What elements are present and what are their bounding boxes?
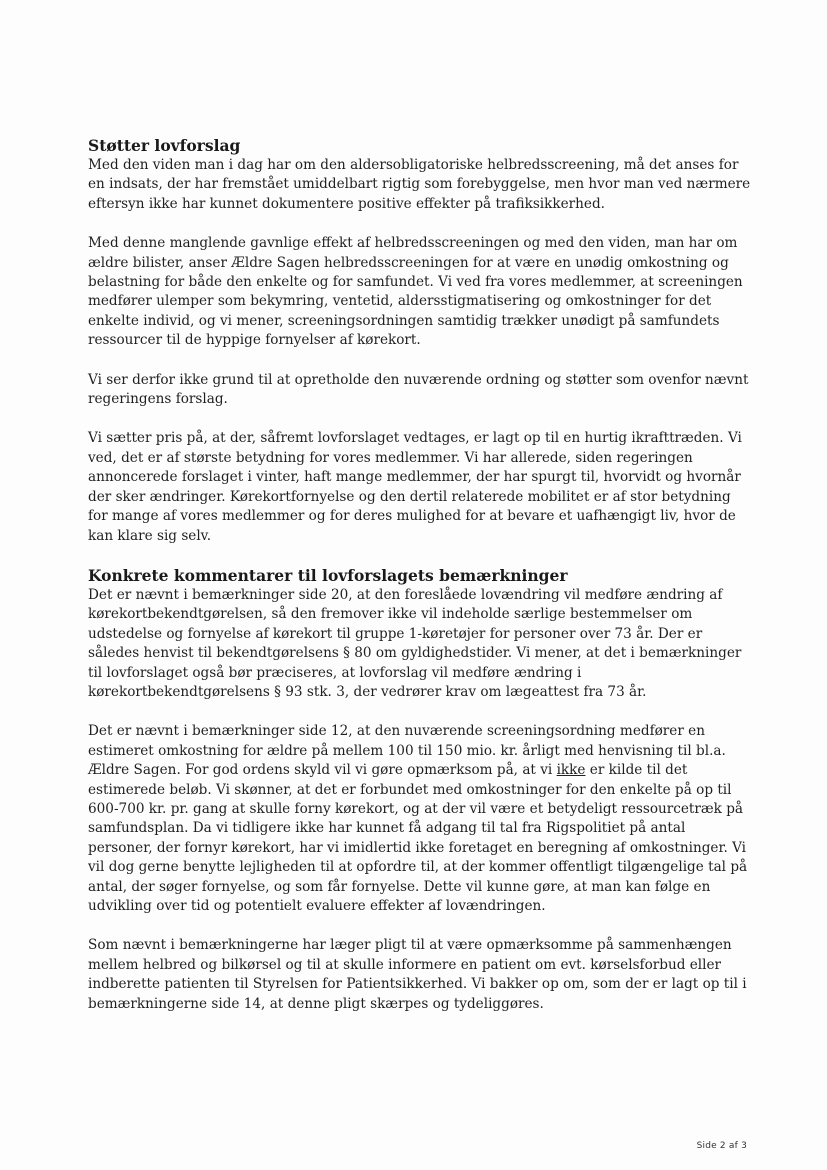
paragraph-text: er kilde til det estimerede beløb. Vi skønner, at det er forbundet med omkostninger for den enkelte på op til 600-700 kr. pr. gang at skulle forny kørekort, og at der vil være et betydeligt ressourcetræk på samfundsplan. Da vi tidligere ikke har kunnet få adgang til tal fra Rigspolitiet på antal personer, der fornyr kørekort, har vi imidlertid ikke foretaget en beregning af omkostninger. Vi vil dog gerne benytte lejligheden til at opfordre til, at der kommer offentligt tilgængelige tal på antal, der søger fornyelse, og som får fornyelse. Dette vil kunne gøre, at man kan følge en udvikling over tid og potentielt evaluere effekter af lovændringen. (88, 762, 748, 914)
paragraph-with-underline (88, 722, 754, 916)
paragraph: Som nævnt i bemærkningerne har læger pligt til at være opmærksomme på sammenhængen mellem helbred og bilkørsel og til at skulle informere en patient om evt. kørselsforbud eller indberette patienten til Styrelsen for Patientsikkerhed. Vi bakker op om, som der er lagt op til i bemærkningerne side 14, at denne pligt skærpes og tydeliggøres. (88, 937, 747, 1012)
underlined-word: ikke (556, 762, 586, 779)
paragraph: Det er nævnt i bemærkninger side 20, at den foreslåede lovændring vil medføre ændring af kørekortbekendtgørelsen, så den fremover ikke vil indeholde særlige bestemmelser om udstedelse og fornyelse af kørekort til gruppe 1-køretøjer for personer over 73 år. Der er således henvist til bekendtgørelsens § 80 om gyldighedstider. Vi mener, at det i bemærkninger til lovforslaget også bør præciseres, at lovforslag vil medføre ændring i kørekortbekendtgørelsens § 93 stk. 3, der vedrører krav om lægeattest fra 73 år. (88, 586, 742, 700)
page-number: Side 2 af 3 (696, 1141, 747, 1151)
section-heading-konkrete-kommentarer: Konkrete kommentarer til lovforslagets bemærkninger (88, 565, 568, 585)
paragraph: Med denne manglende gavnlige effekt af helbredsscreeningen og med den viden, man har om ældre bilister, anser Ældre Sagen helbredsscreeningen for at være en unødig omkostning og belastning for både den enkelte og for samfundet. Vi ved fra vores medlemmer, at screeningen medfører ulemper som bekymring, ventetid, aldersstigmatisering og omkostninger for det enkelte individ, og vi mener, screeningsordningen samtidig trækker unødigt på samfundets ressourcer til de hyppige fornyelser af kørekort. (88, 235, 743, 349)
paragraph: Vi ser derfor ikke grund til at opretholde den nuværende ordning og støtter som ovenfor nævnt regeringens forslag. (88, 371, 749, 408)
document-body (88, 136, 754, 1034)
paragraph: Med den viden man i dag har om den aldersobligatoriske helbredsscreening, må det anses for en indsats, der har fremstået umiddelbart rigtig som forebyggelse, men hvor man ved nærmere eftersyn ikke har kunnet dokumentere positive effekter på trafiksikkerhed. (88, 157, 751, 212)
paragraph: Vi sætter pris på, at der, såfremt lovforslaget vedtages, er lagt op til en hurtig ikrafttræden. Vi ved, det er af største betydning for vores medlemmer. Vi har allerede, siden regeringen annoncerede forslaget i vinter, haft mange medlemmer, der har spurgt til, hvorvidt og hvornår der sker ændringer. Kørekortfornyelse og den dertil relaterede mobilitet er af stor betydning for mange af vores medlemmer og for deres mulighed for at bevare et uafhængigt liv, hvor de kan klare sig selv. (88, 430, 742, 544)
paragraph-text: Det er nævnt i bemærkninger side 12, at den nuværende screeningsordning medfører en estimeret omkostning for ældre på mellem 100 til 150 mio. kr. årligt med henvisning til bl.a. Ældre Sagen. For god ordens skyld vil vi gøre opmærksom på, at vi (88, 723, 726, 779)
section-heading-stoetter-lovforslag: Støtter lovforslag (88, 136, 241, 155)
